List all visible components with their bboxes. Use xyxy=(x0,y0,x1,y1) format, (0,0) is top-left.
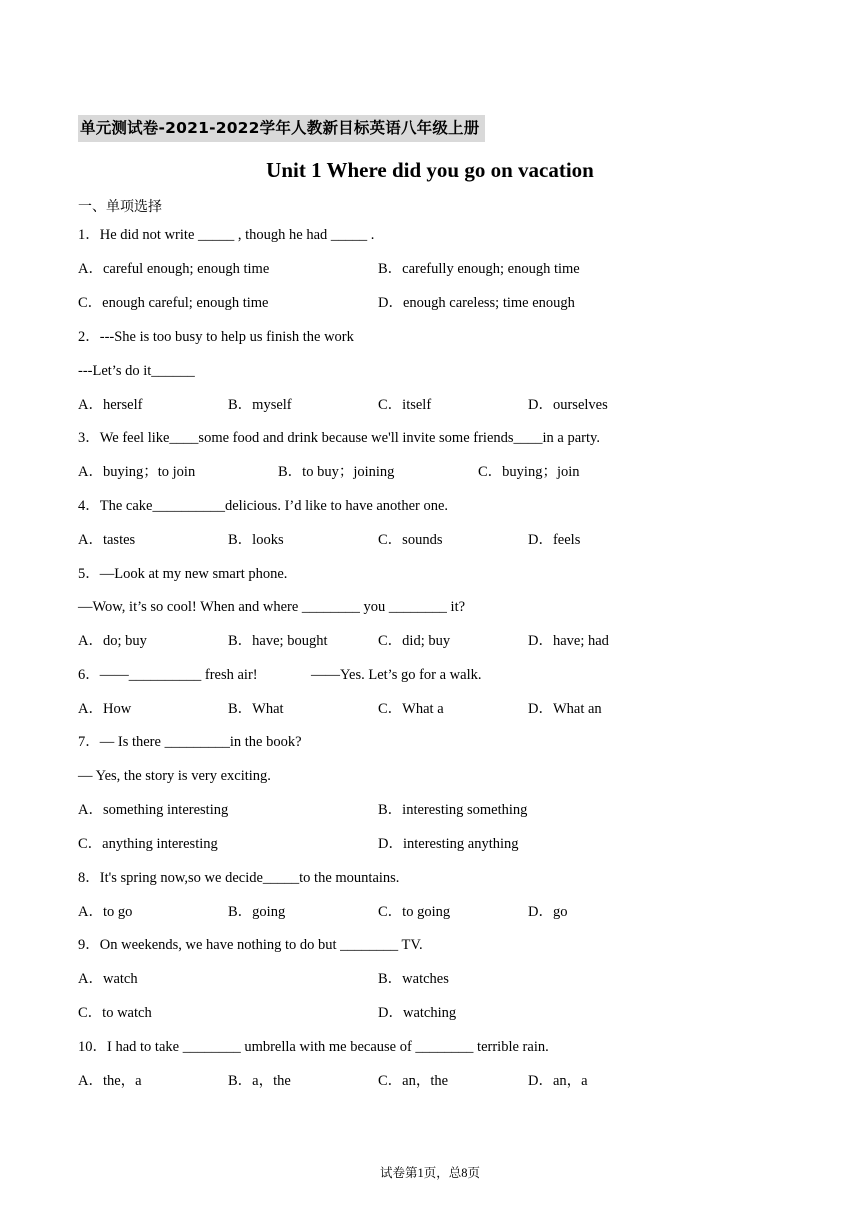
q1-option-b: B．carefully enough; enough time xyxy=(378,261,580,277)
question-6-stem: 6．——__________ fresh air! xyxy=(78,667,258,683)
q4-option-a: A．tastes xyxy=(78,532,136,548)
q8-option-b: B．going xyxy=(228,904,286,920)
question-9-stem: 9．On weekends, we have nothing to do but ________ TV. xyxy=(78,937,423,953)
question-5-stem-line2: —Wow, it’s so cool! When and where ________ you ________ it? xyxy=(78,599,466,615)
question-2-stem: 2．---She is too busy to help us finish the work xyxy=(78,329,354,345)
q10-option-c: C．an，the xyxy=(378,1073,449,1089)
q2-option-a: A．herself xyxy=(78,397,143,413)
q1-option-a: A．careful enough; enough time xyxy=(78,261,270,277)
q7-option-c: C．anything interesting xyxy=(78,836,218,852)
q9-option-c: C．to watch xyxy=(78,1005,152,1021)
section-heading: 一、单项选择 xyxy=(78,199,162,215)
q3-option-a: A．buying；to join xyxy=(78,464,196,480)
unit-title: Unit 1 Where did you go on vacation xyxy=(266,158,594,182)
q5-option-c: C．did; buy xyxy=(378,633,451,649)
q9-option-b: B．watches xyxy=(378,971,449,987)
question-6-reply: ——Yes. Let’s go for a walk. xyxy=(311,667,482,683)
q8-option-c: C．to going xyxy=(378,904,451,920)
page-footer: 试卷第1页，总8页 xyxy=(379,1166,480,1180)
question-10-stem: 10．I had to take ________ umbrella with me because of ________ terrible rain. xyxy=(78,1039,549,1055)
question-8-stem: 8．It's spring now,so we decide_____to the mountains. xyxy=(78,870,400,886)
q1-option-d: D．enough careless; time enough xyxy=(378,295,575,311)
q2-option-d: D．ourselves xyxy=(528,397,608,413)
q2-option-b: B．myself xyxy=(228,397,292,413)
q6-option-d: D．What an xyxy=(528,701,602,717)
q6-option-b: B．What xyxy=(228,701,284,717)
q3-option-b: B．to buy；joining xyxy=(278,464,395,480)
question-2-stem-line2: ---Let’s do it______ xyxy=(78,363,195,379)
q4-option-b: B．looks xyxy=(228,532,284,548)
question-4-stem: 4．The cake__________delicious. I’d like to have another one. xyxy=(78,498,449,514)
q5-option-b: B．have; bought xyxy=(228,633,328,649)
q10-option-d: D．an，a xyxy=(528,1073,588,1089)
q1-option-c: C．enough careful; enough time xyxy=(78,295,269,311)
q8-option-d: D．go xyxy=(528,904,568,920)
q9-option-d: D．watching xyxy=(378,1005,457,1021)
q7-option-b: B．interesting something xyxy=(378,802,528,818)
question-3-stem: 3．We feel like____some food and drink because we'll invite some friends____in a party. xyxy=(78,430,600,446)
q7-option-d: D．interesting anything xyxy=(378,836,519,852)
q4-option-c: C．sounds xyxy=(378,532,443,548)
exam-header: 单元测试卷-2021-2022学年人教新目标英语八年级上册 xyxy=(78,115,485,142)
question-7-stem: 7．— Is there _________in the book? xyxy=(78,734,302,750)
q2-option-c: C．itself xyxy=(378,397,432,413)
question-1-stem: 1．He did not write _____ , though he had _____ . xyxy=(78,227,375,243)
q7-option-a: A．something interesting xyxy=(78,802,229,818)
q6-option-c: C．What a xyxy=(378,701,444,717)
q9-option-a: A．watch xyxy=(78,971,138,987)
q8-option-a: A．to go xyxy=(78,904,133,920)
q6-option-a: A．How xyxy=(78,701,132,717)
q5-option-d: D．have; had xyxy=(528,633,609,649)
q10-option-a: A．the，a xyxy=(78,1073,142,1089)
q10-option-b: B．a，the xyxy=(228,1073,291,1089)
question-7-stem-line2: — Yes, the story is very exciting. xyxy=(78,768,271,784)
q3-option-c: C．buying；join xyxy=(478,464,580,480)
question-5-stem: 5．—Look at my new smart phone. xyxy=(78,566,288,582)
q5-option-a: A．do; buy xyxy=(78,633,147,649)
q4-option-d: D．feels xyxy=(528,532,581,548)
